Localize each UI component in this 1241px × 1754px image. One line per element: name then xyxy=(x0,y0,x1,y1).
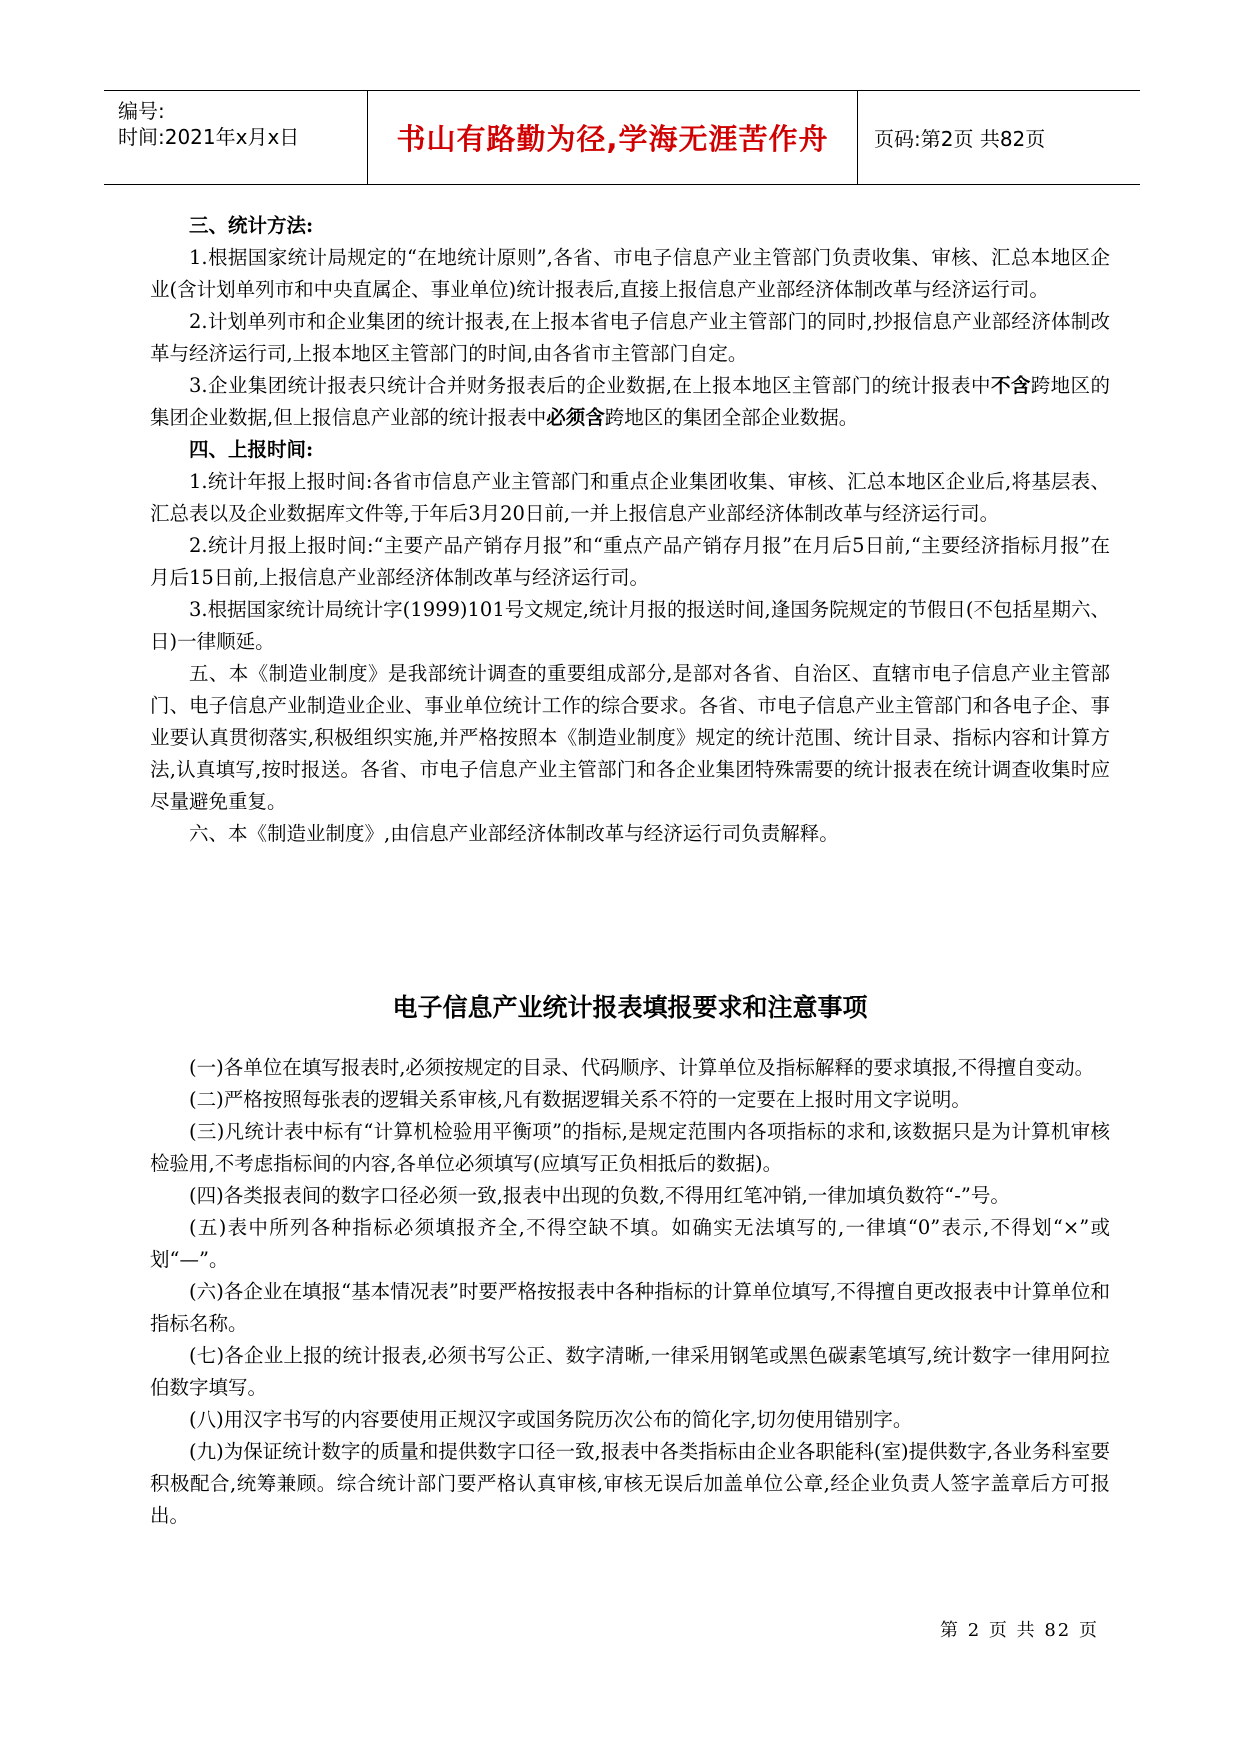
note-item-5: (五)表中所列各种指标必须填报齐全,不得空缺不填。如确实无法填写的,一律填“0”表示,不得划“×”或划“—”。 xyxy=(150,1216,1110,1271)
section3-p3-bold-must-include: 必须含 xyxy=(546,406,605,429)
note-item-8: (八)用汉字书写的内容要使用正规汉字或国务院历次公布的简化字,切勿使用错别字。 xyxy=(189,1408,913,1431)
section4-paragraph-1: 1.统计年报上报时间:各省市信息产业主管部门和重点企业集团收集、审核、汇总本地区企业后,将基层表、汇总表以及企业数据库文件等,于年后3月20日前,一并上报信息产业部经济体制改革与经济运行司。 xyxy=(150,470,1110,525)
section6-paragraph: 六、本《制造业制度》,由信息产业部经济体制改革与经济运行司负责解释。 xyxy=(189,822,839,845)
section3-p3-text-a: 3.企业集团统计报表只统计合并财务报表后的企业数据,在上报本地区主管部门的统计报表中 xyxy=(189,374,991,397)
note-item-2: (二)严格按照每张表的逻辑关系审核,凡有数据逻辑关系不符的一定要在上报时用文字说明。 xyxy=(189,1088,971,1111)
section3-paragraph-2: 2.计划单列市和企业集团的统计报表,在上报本省电子信息产业主管部门的同时,抄报信息产业部经济体制改革与经济运行司,上报本地区主管部门的时间,由各省市主管部门自定。 xyxy=(150,310,1110,365)
section3-heading: 三、统计方法: xyxy=(189,214,314,237)
section3-paragraph-3 xyxy=(150,370,1110,434)
document-header xyxy=(104,90,1140,185)
section3-p3-bold-not-include: 不含 xyxy=(990,374,1031,397)
section3-paragraph-1: 1.根据国家统计局规定的“在地统计原则”,各省、市电子信息产业主管部门负责收集、审核、汇总本地区企业(含计划单列市和中央直属企、事业单位)统计报表后,直接上报信息产业部经济体制改革与经济运行司。 xyxy=(150,246,1110,301)
section3-p3-text-b: 跨地区的集团企业数据,但上报信息产业部的统计报表中 xyxy=(150,374,1110,429)
note-item-3: (三)凡统计表中标有“计算机检验用平衡项”的指标,是规定范围内各项指标的求和,该数据只是为计算机审核检验用,不考虑指标间的内容,各单位必须填写(应填写正负相抵后的数据)。 xyxy=(150,1120,1110,1175)
document-number-label: 编号: xyxy=(118,99,165,123)
section4-heading: 四、上报时间: xyxy=(189,438,314,461)
note-item-7: (七)各企业上报的统计报表,必须书写公正、数字清晰,一律采用钢笔或黑色碳素笔填写,统计数字一律用阿拉伯数字填写。 xyxy=(150,1344,1110,1399)
note-item-6: (六)各企业在填报“基本情况表”时要严格按报表中各种指标的计算单位填写,不得擅自更改报表中计算单位和指标名称。 xyxy=(150,1280,1110,1335)
document-time-label: 时间:2021年x月x日 xyxy=(118,125,300,149)
note-item-4: (四)各类报表间的数字口径必须一致,报表中出现的负数,不得用红笔冲销,一律加填负数符“-”号。 xyxy=(189,1184,1010,1207)
page-footer: 第 2 页 共 82 页 xyxy=(940,1620,1099,1641)
header-page-cell xyxy=(858,91,1140,184)
header-motto: 书山有路勤为径,学海无涯苦作舟 xyxy=(396,122,829,156)
section4-paragraph-2: 2.统计月报上报时间:“主要产品产销存月报”和“重点产品产销存月报”在月后5日前,“主要经济指标月报”在月后15日前,上报信息产业部经济体制改革与经济运行司。 xyxy=(150,534,1110,589)
notes-title: 电子信息产业统计报表填报要求和注意事项 xyxy=(392,993,868,1022)
section5-paragraph: 五、本《制造业制度》是我部统计调查的重要组成部分,是部对各省、自治区、直辖市电子信息产业主管部门、电子信息产业制造业企业、事业单位统计工作的综合要求。各省、市电子信息产业主管部门和各电子企、事业要认真贯彻落实,积极组织实施,并严格按照本《制造业制度》规定的统计范围、统计目录、指标内容和计算方法,认真填写,按时报送。各省、市电子信息产业主管部门和各企业集团特殊需要的统计报表在统计调查收集时应尽量避免重复。 xyxy=(150,662,1110,813)
header-page-info: 页码:第2页 共82页 xyxy=(874,127,1046,151)
section4-paragraph-3: 3.根据国家统计局统计字(1999)101号文规定,统计月报的报送时间,逢国务院规定的节假日(不包括星期六、日)一律顺延。 xyxy=(150,598,1110,653)
note-item-1: (一)各单位在填写报表时,必须按规定的目录、代码顺序、计算单位及指标解释的要求填报,不得擅自变动。 xyxy=(189,1056,1095,1079)
header-motto-cell xyxy=(368,91,858,184)
section3-p3-text-c: 跨地区的集团全部企业数据。 xyxy=(604,406,859,429)
note-item-9: (九)为保证统计数字的质量和提供数字口径一致,报表中各类指标由企业各职能科(室)提供数字,各业务科室要积极配合,统筹兼顾。综合统计部门要严格认真审核,审核无误后加盖单位公章,经企业负责人签字盖章后方可报出。 xyxy=(150,1440,1110,1527)
notes-list xyxy=(150,1052,1110,1532)
document-body xyxy=(150,210,1110,850)
header-left-cell xyxy=(104,91,368,184)
